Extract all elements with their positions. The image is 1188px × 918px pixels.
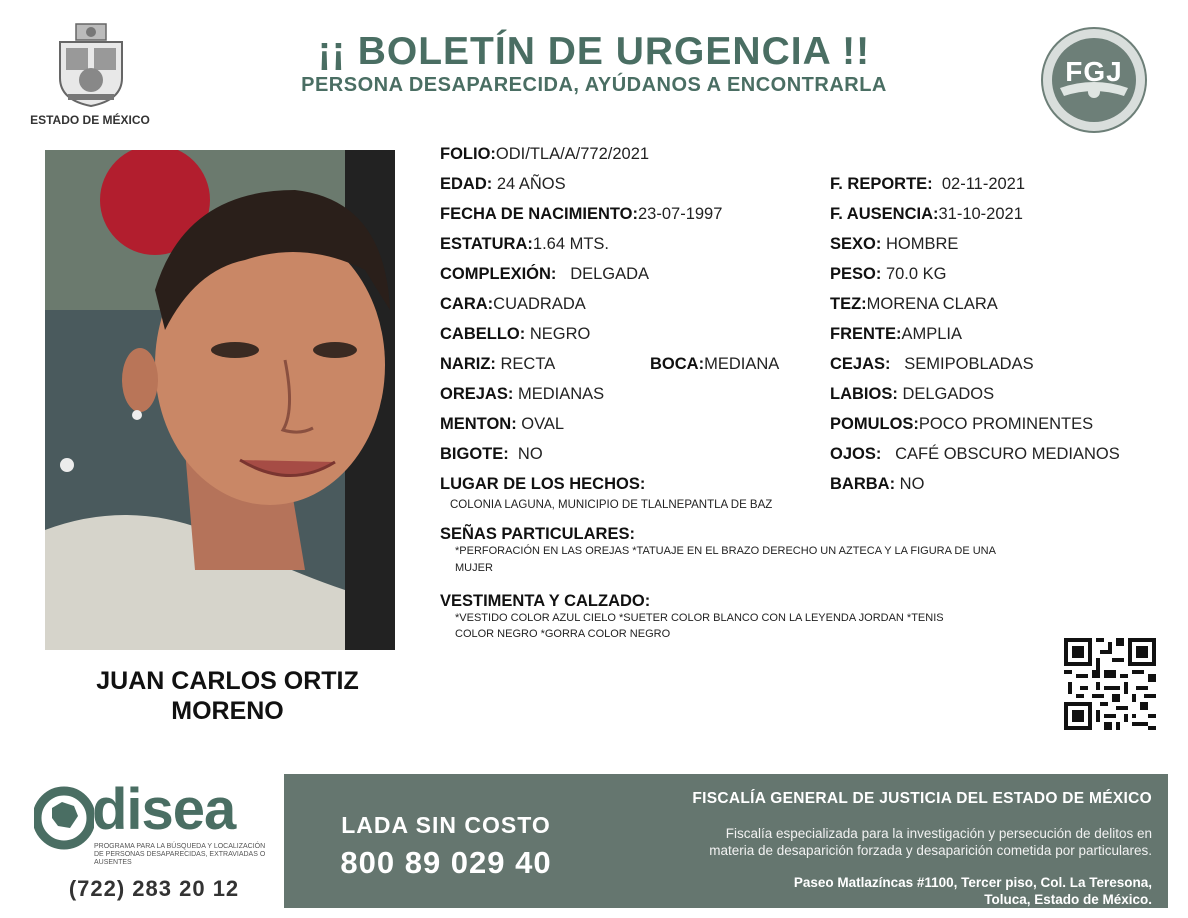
- field-complexion: [440, 265, 649, 284]
- vestimenta-line1: *VESTIDO COLOR AZUL CIELO *SUETER COLOR BLANCO CON LA LEYENDA JORDAN *TENIS: [455, 612, 944, 624]
- person-photo: [45, 150, 395, 650]
- odisea-phone: (722) 283 20 12: [68, 876, 240, 901]
- field-labios: [830, 385, 994, 404]
- field-pomulos: [830, 415, 1093, 434]
- field-label: TEZ:: [830, 295, 867, 313]
- lada-number: 800 89 029 40: [340, 845, 552, 880]
- field-label: CABELLO:: [440, 325, 526, 343]
- field-value: 23-07-1997: [638, 205, 723, 223]
- odisea-logo: [34, 777, 274, 866]
- field-bigote: [440, 445, 543, 464]
- fgje-desc-line1: Fiscalía especializada para la investigación y persecución de delitos en: [725, 826, 1152, 841]
- field-label: F. AUSENCIA:: [830, 205, 939, 223]
- qr-code-icon: [1064, 638, 1156, 730]
- field-lugar: [440, 475, 645, 494]
- vestimenta-line2: COLOR NEGRO *GORRA COLOR NEGRO: [455, 628, 671, 640]
- field-label: LUGAR DE LOS HECHOS:: [440, 475, 646, 493]
- field-value: ODI/TLA/A/772/2021: [495, 145, 650, 163]
- field-value: 70.0 KG: [885, 265, 947, 283]
- field-label: OJOS:: [830, 445, 882, 463]
- field-label: BARBA:: [830, 475, 896, 493]
- field-cejas: [830, 355, 1034, 374]
- field-value: DELGADOS: [902, 385, 995, 403]
- field-label: BOCA:: [650, 355, 705, 373]
- field-label: LABIOS:: [830, 385, 898, 403]
- field-value: MEDIANA: [704, 355, 780, 373]
- field-value: OVAL: [521, 415, 565, 433]
- field-label: FECHA DE NACIMIENTO:: [440, 205, 638, 223]
- field-label: POMULOS:: [830, 415, 919, 433]
- field-edad: [440, 175, 566, 194]
- bulletin-subtitle: PERSONA DESAPARECIDA, AYÚDANOS A ENCONTRARLA: [301, 74, 887, 96]
- bulletin-title: ¡¡ BOLETÍN DE URGENCIA !!: [317, 30, 871, 73]
- field-folio: [440, 145, 649, 164]
- senas-line1: *PERFORACIÓN EN LAS OREJAS *TATUAJE EN EL BRAZO DERECHO UN AZTECA Y LA FIGURA DE UNA: [455, 545, 996, 557]
- fgje-description: [592, 825, 1152, 859]
- field-label: PESO:: [830, 265, 882, 283]
- person-name-line1: JUAN CARLOS ORTIZ: [96, 667, 359, 695]
- field-label: ESTATURA:: [440, 235, 533, 253]
- field-value: NO: [899, 475, 925, 493]
- senas-line2: MUJER: [455, 562, 493, 574]
- field-label: CARA:: [440, 295, 494, 313]
- field-ojos: [830, 445, 1120, 464]
- field-sexo: [830, 235, 958, 254]
- field-label: SEXO:: [830, 235, 882, 253]
- fgje-desc-line2: materia de desaparición forzada y desaparición cometida por particulares.: [709, 843, 1152, 858]
- odisea-map-icon: [34, 786, 94, 860]
- lada-label: LADA SIN COSTO: [341, 812, 551, 838]
- field-value: RECTA: [500, 355, 556, 373]
- field-value: MEDIANAS: [517, 385, 605, 403]
- field-value: NO: [517, 445, 543, 463]
- field-peso: [830, 265, 947, 284]
- field-estatura: [440, 235, 609, 254]
- field-value: 02-11-2021: [941, 175, 1026, 193]
- person-name: [45, 666, 410, 726]
- field-lugar-value: COLONIA LAGUNA, MUNICIPIO DE TLALNEPANTLA DE BAZ: [450, 499, 773, 511]
- field-orejas: [440, 385, 604, 404]
- field-label: MENTON:: [440, 415, 517, 433]
- field-label: NARIZ:: [440, 355, 496, 373]
- field-value: CUADRADA: [493, 295, 586, 313]
- field-value: 24 AÑOS: [496, 175, 566, 193]
- address-line2: Toluca, Estado de México.: [984, 892, 1152, 907]
- field-label: COMPLEXIÓN:: [440, 265, 557, 283]
- field-label: F. REPORTE:: [830, 175, 933, 193]
- field-f-reporte: [830, 175, 1025, 194]
- odisea-tagline: PROGRAMA PARA LA BÚSQUEDA Y LOCALIZACIÓN DE PERSONAS DESAPARECIDAS, EXTRAVIADAS O AUSENTES: [94, 843, 266, 866]
- field-cabello: [440, 325, 590, 344]
- field-value: 1.64 MTS.: [532, 235, 610, 253]
- field-value: POCO PROMINENTES: [918, 415, 1094, 433]
- vestimenta-label: VESTIMENTA Y CALZADO:: [440, 592, 651, 610]
- field-frente: [830, 325, 962, 344]
- senas-label: SEÑAS PARTICULARES:: [440, 525, 635, 543]
- field-label: FRENTE:: [830, 325, 902, 343]
- field-f-ausencia: [830, 205, 1023, 224]
- field-value: AMPLIA: [901, 325, 963, 343]
- address-line1: Paseo Matlazíncas #1100, Tercer piso, Col. La Teresona,: [793, 875, 1152, 890]
- field-menton: [440, 415, 564, 434]
- field-value: SEMIPOBLADAS: [904, 355, 1034, 373]
- field-value: NEGRO: [529, 325, 591, 343]
- field-tez: [830, 295, 998, 314]
- field-label: OREJAS:: [440, 385, 514, 403]
- fgje-title: FISCALÍA GENERAL DE JUSTICIA DEL ESTADO DE MÉXICO: [692, 790, 1152, 807]
- person-name-line2: MORENO: [171, 697, 284, 725]
- field-value: MORENA CLARA: [866, 295, 998, 313]
- odisea-wordmark: disea: [92, 777, 236, 842]
- field-label: BIGOTE:: [440, 445, 509, 463]
- field-nariz: [440, 355, 555, 374]
- field-nacimiento: [440, 205, 722, 224]
- field-label: CEJAS:: [830, 355, 891, 373]
- field-label: FOLIO:: [440, 145, 496, 163]
- field-value: DELGADA: [570, 265, 650, 283]
- field-value: HOMBRE: [885, 235, 959, 253]
- field-label: EDAD:: [440, 175, 493, 193]
- field-barba: [830, 475, 924, 494]
- field-value: CAFÉ OBSCURO MEDIANOS: [895, 445, 1120, 463]
- field-value: 31-10-2021: [938, 205, 1023, 223]
- state-label: ESTADO DE MÉXICO: [30, 113, 150, 127]
- field-cara: [440, 295, 586, 314]
- field-boca: [650, 355, 779, 374]
- fgj-logo-text: FGJ: [1065, 56, 1123, 87]
- fgje-address: [592, 874, 1152, 908]
